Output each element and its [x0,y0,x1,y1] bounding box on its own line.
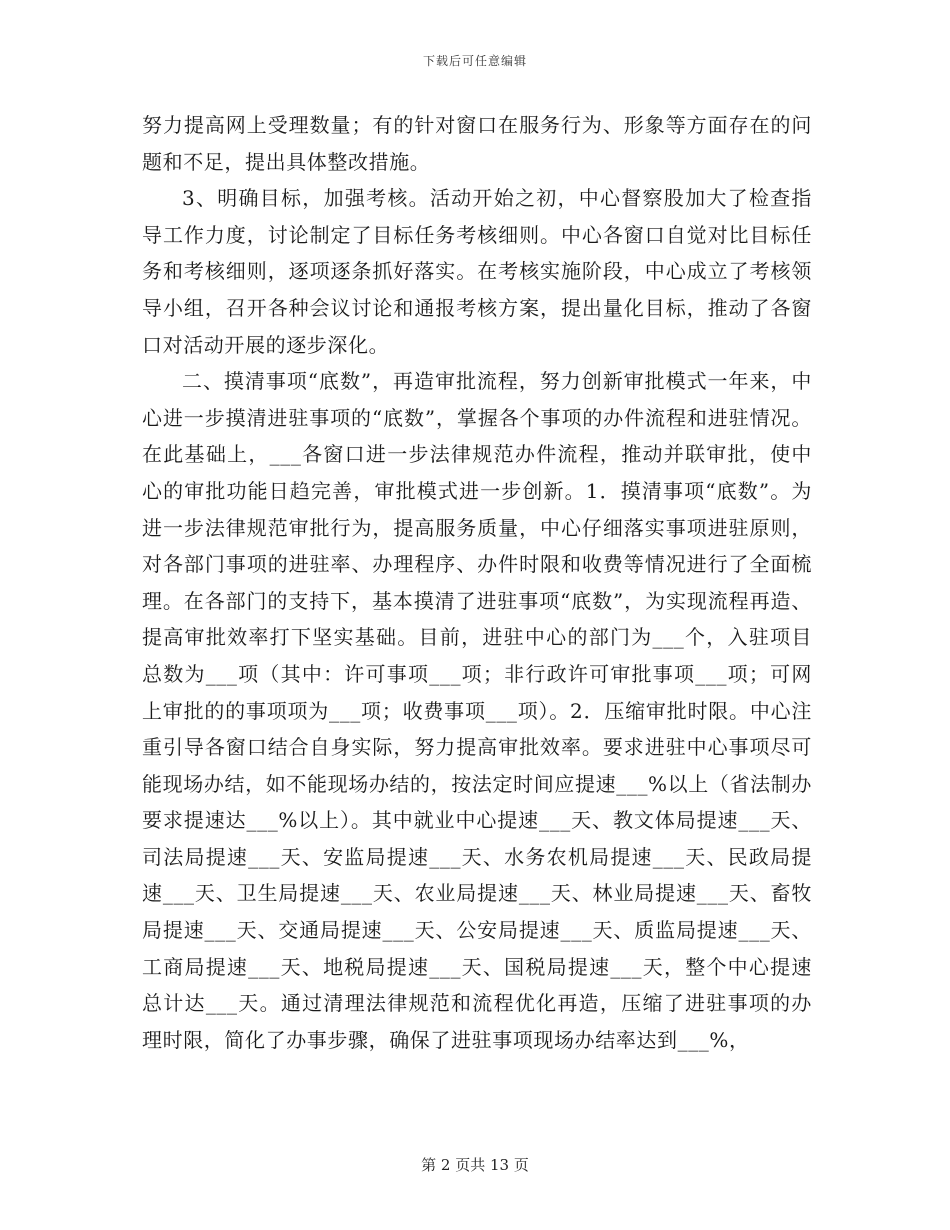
paragraph-continuation: 努力提高网上受理数量；有的针对窗口在服务行为、形象等方面存在的问题和不足，提出具体整改措施。 [142,113,812,174]
page-number-footer: 第 2 页共 13 页 [421,1156,529,1174]
paragraph-section-3: 3、明确目标，加强考核。活动开始之初，中心督察股加大了检查指导工作力度，讨论制定了目标任务考核细则。中心各窗口自觉对比目标任务和考核细则，逐项逐条抓好落实。在考核实施阶段，中心成立了考核领导小组，召开各种会议讨论和通报考核方案，提出量化目标，推动了各窗口对活动开展的逐步深化。 [142,186,812,357]
page-header-note: 下载后可任意编辑 [422,54,527,68]
paragraph-section-two: 二、摸清事项“底数”，再造审批流程，努力创新审批模式一年来，中心进一步摸清进驻事项的“底数”，掌握各个事项的办件流程和进驻情况。在此基础上，___各窗口进一步法律规范办件流程，推动并联审批，使中心的审批功能日趋完善，审批模式进一步创新。1．摸清事项“底数”。为进一步法律规范审批行为，提高服务质量，中心仔细落实事项进驻原则，对各部门事项的进驻率、办理程序、办件时限和收费等情况进行了全面梳理。在各部门的支持下，基本摸清了进驻事项“底数”，为实现流程再造、提高审批效率打下坚实基础。目前，进驻中心的部门为___个，入驻项目总数为___项（其中：许可事项___项；非行政许可审批事项___项；可网上审批的的事项项为___项；收费事项___项）。2．压缩审批时限。中心注重引导各窗口结合自身实际，努力提高审批效率。要求进驻中心事项尽可能现场办结，如不能现场办结的，按法定时间应提速___%以上（省法制办要求提速达___%以上）。其中就业中心提速___天、教文体局提速___天、司法局提速___天、安监局提速___天、水务农机局提速___天、民政局提速___天、卫生局提速___天、农业局提速___天、林业局提速___天、畜牧局提速___天、交通局提速___天、公安局提速___天、质监局提速___天、工商局提速___天、地税局提速___天、国税局提速___天，整个中心提速总计达___天。通过清理法律规范和流程优化再造，压缩了进驻事项的办理时限，简化了办事步骤，确保了进驻事项现场办结率达到___%， [142,369,812,1052]
document-body [142,107,812,1058]
